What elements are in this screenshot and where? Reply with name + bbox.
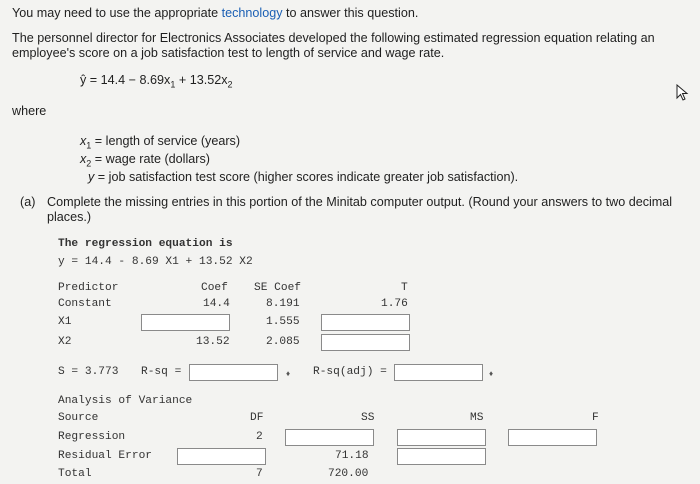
header-predictor: Predictor xyxy=(58,282,119,294)
part-a-instruction-2: places.) xyxy=(47,210,92,224)
regression-equation: ŷ = $14.4 - 8.69x_1 + 13.52x_2$ xyxy=(80,73,233,90)
anova-title: Analysis of Variance xyxy=(58,395,193,407)
residual-ms-input[interactable] xyxy=(397,448,486,465)
anova-header-df: DF xyxy=(250,412,264,424)
part-a-instruction-1: Complete the missing entries in this portion of the Minitab computer output. (Round your answers to two decimal xyxy=(47,195,673,209)
regression-ss-input[interactable] xyxy=(285,429,374,446)
minitab-reg-title: The regression equation is xyxy=(58,238,233,250)
technology-link[interactable]: technology xyxy=(221,6,283,20)
row-constant-t: 1.76 xyxy=(381,298,408,310)
anova-residual-ss: 71.18 xyxy=(335,450,369,462)
part-a-label: (a) xyxy=(20,195,36,209)
mouse-cursor-icon xyxy=(676,84,690,102)
row-x2-coef: 13.52 xyxy=(196,336,230,348)
anova-header-f: F xyxy=(592,412,599,424)
row-x1-se: 1.555 xyxy=(266,316,300,328)
anova-total-source: Total xyxy=(58,468,92,480)
anova-residual-source: Residual Error xyxy=(58,450,152,462)
anova-total-ss: 720.00 xyxy=(328,468,369,480)
row-x1-predictor: X1 xyxy=(58,316,72,328)
s-value: S = 3.773 xyxy=(58,366,119,378)
intro-text: You may need to use the appropriate technology to answer this question. xyxy=(12,6,419,20)
anova-header-source: Source xyxy=(58,412,99,424)
definition-x2: $x_2$ = wage rate (dollars) xyxy=(80,152,210,169)
where-label: where xyxy=(12,104,47,118)
f-input[interactable] xyxy=(508,429,597,446)
rsq-label: R-sq = xyxy=(141,366,182,378)
percent-marker-icon: ♦ xyxy=(286,369,291,378)
row-x2-se: 2.085 xyxy=(266,336,300,348)
header-coef: Coef xyxy=(201,282,228,294)
rsq-input[interactable] xyxy=(189,364,278,381)
regression-ms-input[interactable] xyxy=(397,429,486,446)
anova-regression-source: Regression xyxy=(58,431,126,443)
row-constant-se: 8.191 xyxy=(266,298,300,310)
residual-df-input[interactable] xyxy=(177,448,266,465)
minitab-reg-equation: y = 14.4 - 8.69 X1 + 13.52 X2 xyxy=(58,256,253,268)
x2-t-input[interactable] xyxy=(321,334,410,351)
row-constant-coef: 14.4 xyxy=(203,298,230,310)
problem-line-1: The personnel director for Electronics Associates developed the following estimated regression equation relating an xyxy=(12,31,655,45)
percent-marker-icon-2: ♦ xyxy=(489,369,494,378)
header-t: T xyxy=(401,282,408,294)
row-x2-predictor: X2 xyxy=(58,336,72,348)
anova-header-ss: SS xyxy=(361,412,375,424)
rsq-adj-label: R-sq(adj) = xyxy=(313,366,387,378)
anova-header-ms: MS xyxy=(470,412,484,424)
anova-regression-df: 2 xyxy=(256,431,263,443)
header-se-coef: SE Coef xyxy=(254,282,301,294)
x1-coef-input[interactable] xyxy=(141,314,230,331)
anova-total-df: 7 xyxy=(256,468,263,480)
rsq-adj-input[interactable] xyxy=(394,364,483,381)
x1-t-input[interactable] xyxy=(321,314,410,331)
definition-x1: $x_1$ = length of service (years) xyxy=(80,134,241,151)
row-constant-predictor: Constant xyxy=(58,298,112,310)
problem-line-2: employee's score on a job satisfaction test to length of service and wage rate. xyxy=(12,46,445,60)
definition-y: y = job satisfaction test score (higher scores indicate greater job satisfaction). xyxy=(88,170,519,184)
